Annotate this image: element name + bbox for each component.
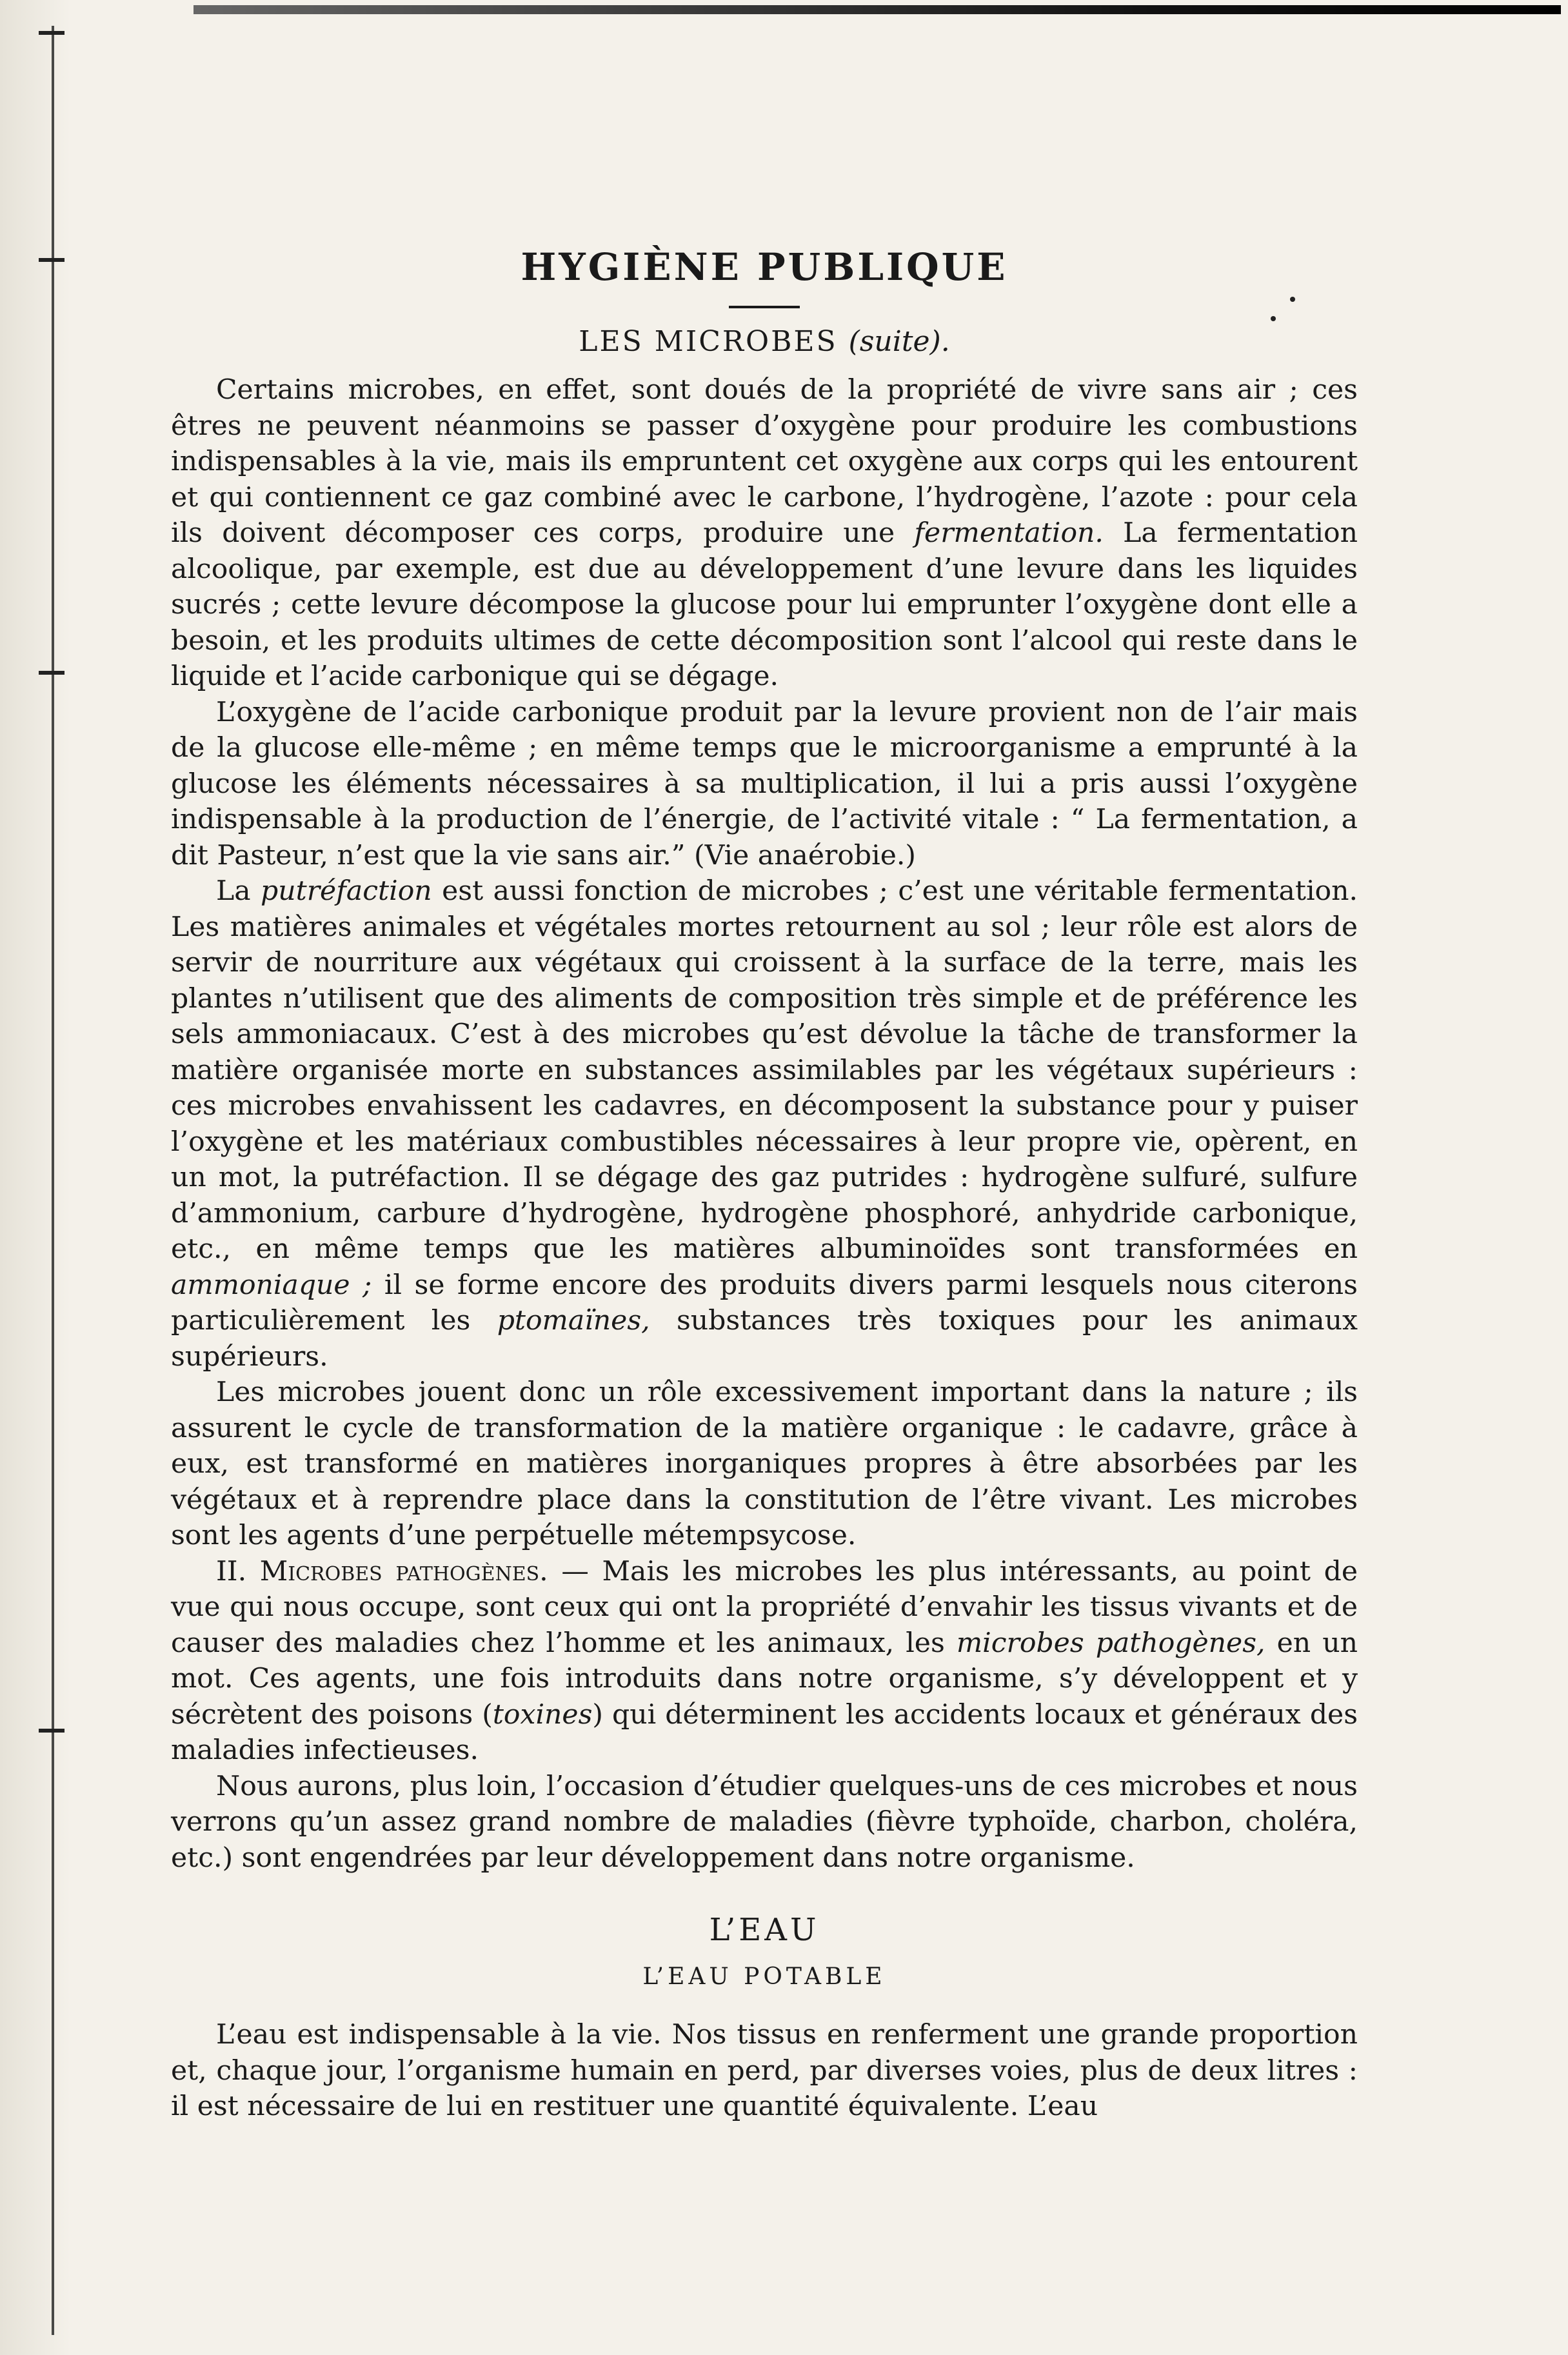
text-run: — Mais les microbes les plus intéressants, au point de vue qui nous occupe, sont ceux qui ont la propriété d’envahir les tissus vivants et de causer des maladies chez l’homme et les animaux, les [171, 1555, 1358, 1659]
subtitle-text: LES MICROBES [579, 325, 838, 358]
body-text [171, 372, 1358, 1876]
binding-mark [39, 258, 65, 262]
body-paragraph [171, 1375, 1358, 1554]
section-paragraph: L’eau est indispensable à la vie. Nos tissus en renferment une grande proportion et, chaque jour, l’organisme humain en perd, par diverses voies, plus de deux litres : il est nécessaire de lui en restituer une quantité équivalente. L’eau [171, 2019, 1358, 2122]
italic-text: fermentation. [914, 517, 1104, 549]
italic-text: ammoniaque ; [171, 1269, 372, 1301]
text-run: il se forme encore des produits divers parmi lesquels nous citerons particulièrement les [171, 1269, 1358, 1336]
text-run: II. [216, 1555, 260, 1587]
binding-mark [39, 671, 65, 675]
binding-edge [52, 26, 54, 2335]
body-paragraph [171, 1769, 1358, 1876]
small-caps-text: Microbes pathogènes. [259, 1555, 548, 1587]
body-paragraph [171, 873, 1358, 1375]
document-page [171, 245, 1358, 2125]
body-paragraph [171, 1554, 1358, 1769]
text-run: La [216, 875, 261, 907]
body-paragraph [171, 695, 1358, 874]
text-run: est aussi fonction de microbes ; c’est une véritable fermentation. Les matières animales et végétales mortes retournent au sol ; leur rôle est alors de servir de nourriture aux végétaux qui croissent à la surface de la terre, mais les plantes n’utilisent que des aliments de composition très simple et de préférence les sels ammoniacaux. C’est à des microbes qu’est dévolue la tâche de transformer la matière organisée morte en substances assimilables par les végétaux supérieurs : ces microbes envahissent les cadavres, en décomposent la substance pour y puiser l’oxygène et les matériaux combustibles nécessaires à leur propre vie, opèrent, en un mot, la putréfaction. Il se dégage des gaz putrides : hydrogène sulfuré, sulfure d’ammonium, carbure d’hydrogène, hydrogène phosphoré, anhydride carbonique, etc., en même temps que les matières albuminoïdes sont transformées en [171, 875, 1358, 1265]
italic-text: toxines [492, 1698, 593, 1731]
italic-text: microbes pathogènes, [956, 1627, 1265, 1659]
page-gutter-shadow [0, 0, 71, 2355]
italic-text: ptomaïnes, [497, 1305, 650, 1336]
text-run: Certains microbes, en effet, sont doués de la propriété de vivre sans air ; ces êtres ne peuvent néanmoins se passer d’oxygène pour produire les combustions indispensables à la vie, mais ils empruntent cet oxygène aux corps qui les entourent et qui contiennent ce gaz combiné avec le carbone, l’hydrogène, l’azote : pour cela ils doivent décomposer ces corps, produire une [171, 374, 1358, 549]
text-run: en un mot. Ces agents, une fois introduits dans notre organisme, s’y développent et y sécrètent des poisons ( [171, 1627, 1358, 1731]
text-run: substances très toxiques pour les animaux supérieurs. [171, 1305, 1358, 1373]
article-subtitle [171, 325, 1358, 358]
binding-mark [39, 31, 65, 35]
text-run: Les microbes jouent donc un rôle excessivement important dans la nature ; ils assurent le cycle de transformation de la matière organique : le cadavre, grâce à eux, est transformé en matières inorganiques propres à être absorbées par les végétaux et à reprendre place dans la constitution de l’être vivant. Les microbes sont les agents d’une perpétuelle métempsycose. [171, 1376, 1358, 1551]
text-run: L’oxygène de l’acide carbonique produit par la levure provient non de l’air mais de la glucose elle-même ; en même temps que le microorganisme a emprunté à la glucose les éléments nécessaires à sa multiplication, il lui a pris aussi l’oxygène indispensable à la production de l’énergie, de l’activité vitale : “ La fermentation, a dit Pasteur, n’est que la vie sans air.” (Vie anaérobie.) [171, 696, 1358, 871]
section-title: L’EAU [709, 1912, 820, 1948]
binding-mark [39, 1729, 65, 1733]
italic-text: putréfaction [261, 875, 432, 907]
title-rule [729, 306, 800, 308]
text-run: Nous aurons, plus loin, l’occasion d’étudier quelques-uns de ces microbes et nous verrons qu’un assez grand nombre de maladies (fièvre typhoïde, charbon, choléra, etc.) sont engendrées par leur développement dans notre organisme. [171, 1770, 1358, 1874]
text-run: La fermentation alcoolique, par exemple, est due au développement d’une levure dans les liquides sucrés ; cette levure décompose la glucose pour lui emprunter l’oxygène dont elle a besoin, et les produits ultimes de cette décomposition sont l’alcool qui reste dans le liquide et l’acide carbonique qui se dégage. [171, 517, 1358, 692]
text-run: ) qui déterminent les accidents locaux et généraux des maladies infectieuses. [171, 1698, 1358, 1766]
top-edge-rule [194, 5, 1561, 14]
subtitle-suffix: (suite). [848, 325, 950, 358]
page-title: HYGIÈNE PUBLIQUE [521, 245, 1008, 289]
section-subtitle: L’EAU POTABLE [642, 1963, 886, 1990]
body-paragraph [171, 372, 1358, 695]
